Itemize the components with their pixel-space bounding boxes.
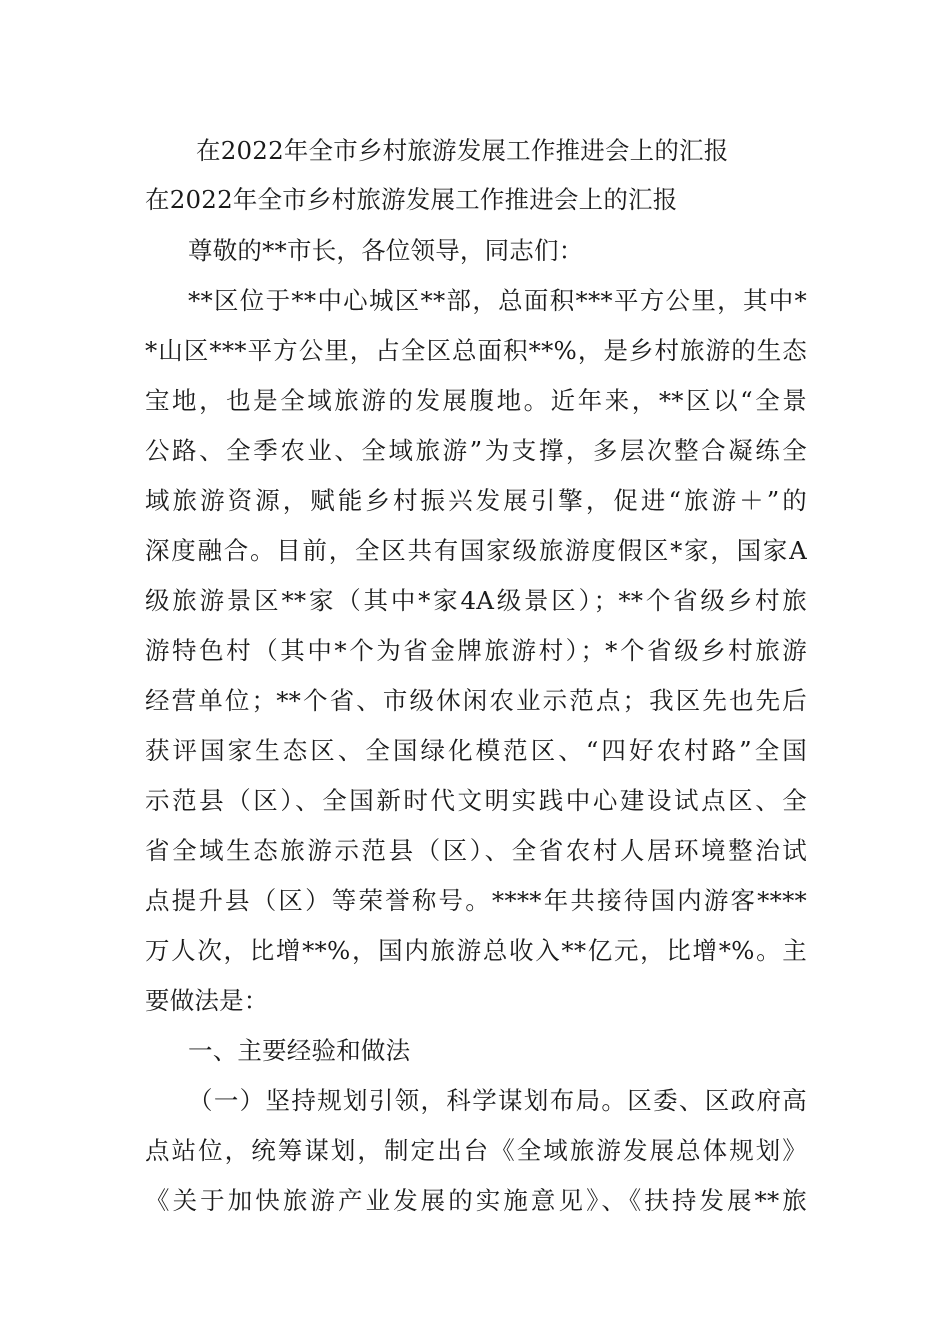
document-title: 在2022年全市乡村旅游发展工作推进会上的汇报 — [196, 136, 729, 165]
paragraph-line: **区位于**中心城区**部，总面积***平方公里，其中* — [188, 286, 807, 315]
paragraph-line: 域旅游资源，赋能乡村振兴发展引擎，促进“旅游＋”的 — [145, 486, 807, 515]
paragraph-line: 级旅游景区**家（其中*家4A级景区）；**个省级乡村旅 — [145, 586, 807, 615]
paragraph-line: *山区***平方公里，占全区总面积**%，是乡村旅游的生态 — [145, 336, 807, 365]
paragraph-line: 宝地，也是全域旅游的发展腹地。近年来，**区以“全景 — [145, 386, 807, 415]
document-title-repeat: 在2022年全市乡村旅游发展工作推进会上的汇报 — [145, 185, 678, 214]
paragraph-line: 经营单位；**个省、市级休闲农业示范点；我区先也先后 — [145, 686, 807, 715]
paragraph-line: 获评国家生态区、全国绿化模范区、“四好农村路”全国 — [145, 736, 807, 765]
paragraph-line: 《关于加快旅游产业发展的实施意见》、《扶持发展**旅 — [145, 1186, 807, 1215]
paragraph-line: 万人次，比增**%，国内旅游总收入**亿元，比增*%。主 — [145, 936, 807, 965]
paragraph-line: （一）坚持规划引领，科学谋划布局。区委、区政府高 — [188, 1086, 807, 1115]
salutation: 尊敬的**市长，各位领导，同志们： — [188, 236, 584, 265]
paragraph-line: 公路、全季农业、全域旅游”为支撑，多层次整合凝练全 — [145, 436, 807, 465]
paragraph-line: 点提升县（区）等荣誉称号。****年共接待国内游客**** — [145, 886, 807, 915]
section-heading: 一、主要经验和做法 — [188, 1036, 411, 1065]
paragraph-line: 游特色村（其中*个为省金牌旅游村）；*个省级乡村旅游 — [145, 636, 807, 665]
paragraph-line: 省全域生态旅游示范县（区）、全省农村人居环境整治试 — [145, 836, 807, 865]
paragraph-line: 点站位，统筹谋划，制定出台《全域旅游发展总体规划》 — [145, 1136, 807, 1165]
paragraph-line: 示范县（区）、全国新时代文明实践中心建设试点区、全 — [145, 786, 807, 815]
paragraph-line: 要做法是： — [145, 986, 269, 1015]
paragraph-line: 深度融合。目前，全区共有国家级旅游度假区*家，国家A — [145, 536, 807, 565]
